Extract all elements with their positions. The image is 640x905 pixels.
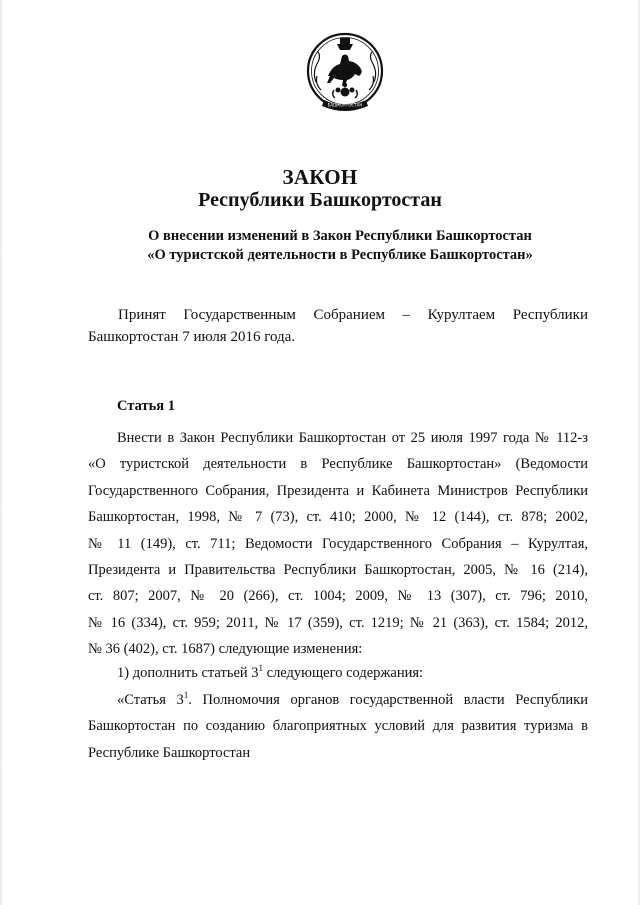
amendment-item-1 [117, 660, 587, 686]
adoption-note-line-1: Принят Государственным Собранием – Курултаем Республики [118, 307, 588, 323]
paragraph-line: Внести в Закон Республики Башкортостан от 25 июля 1997 года № 112-з [117, 430, 588, 446]
quoted-article [88, 687, 588, 766]
paragraph-line: № 16 (334), ст. 959; 2011, № 17 (359), ст. 1219; № 21 (363), ст. 1584; 2012, [88, 614, 588, 631]
quote-line-3: Республике Башкортостан [88, 744, 251, 761]
document-subtitle: Республики Башкортостан [198, 189, 442, 211]
quote-line-1-start: «Статья 3 [117, 692, 184, 708]
paragraph-line: Башкортостан, 1998, № 7 (73), ст. 410; 2000, № 12 (144), ст. 878; 2002, [88, 509, 588, 526]
item-1-superscript: 1 [258, 663, 264, 674]
paragraph-line: № 11 (149), ст. 711; Ведомости Государственного Собрания – Курултая, [88, 535, 588, 552]
adoption-note [88, 304, 588, 348]
item-1-text: 1) дополнить статьей 3 [117, 665, 259, 681]
item-1-text-end: следующего содержания: [263, 665, 424, 681]
quote-line-1-end: . Полномочия органов государственной власти Республики [188, 692, 588, 708]
scan-edge-left [0, 0, 3, 905]
emblem-motto: БАШКОРТОСТАН [327, 102, 363, 108]
paragraph-line: ст. 807; 2007, № 20 (266), ст. 1004; 2009, № 13 (307), ст. 796; 2010, [88, 588, 588, 605]
quote-line-1 [88, 687, 588, 713]
quote-superscript: 1 [183, 690, 189, 701]
paragraph-line: Государственного Собрания, Президента и Кабинета Министров Республики [88, 482, 588, 499]
article-paragraph [88, 425, 588, 663]
document-title: ЗАКОН [282, 165, 358, 189]
article-heading: Статья 1 [117, 398, 175, 414]
adoption-note-line-2: Башкортостан 7 июля 2016 года. [88, 329, 296, 345]
amendment-title-line-1: О внесении изменений в Закон Республики Башкортостан [148, 228, 532, 244]
coat-of-arms-emblem [304, 30, 386, 122]
amendment-title-line-2: «О туристской деятельности в Республике Башкортостан» [147, 247, 533, 263]
paragraph-line: «О туристской деятельности в Республике Башкортостан» (Ведомости [88, 456, 588, 473]
quote-line-2: Башкортостан по созданию благоприятных условий для развития туризма в [88, 718, 588, 735]
paragraph-line: Президента и Правительства Республики Башкортостан, 2005, № 16 (214), [88, 562, 588, 579]
paragraph-line: № 36 (402), ст. 1687) следующие изменения: [88, 641, 363, 658]
